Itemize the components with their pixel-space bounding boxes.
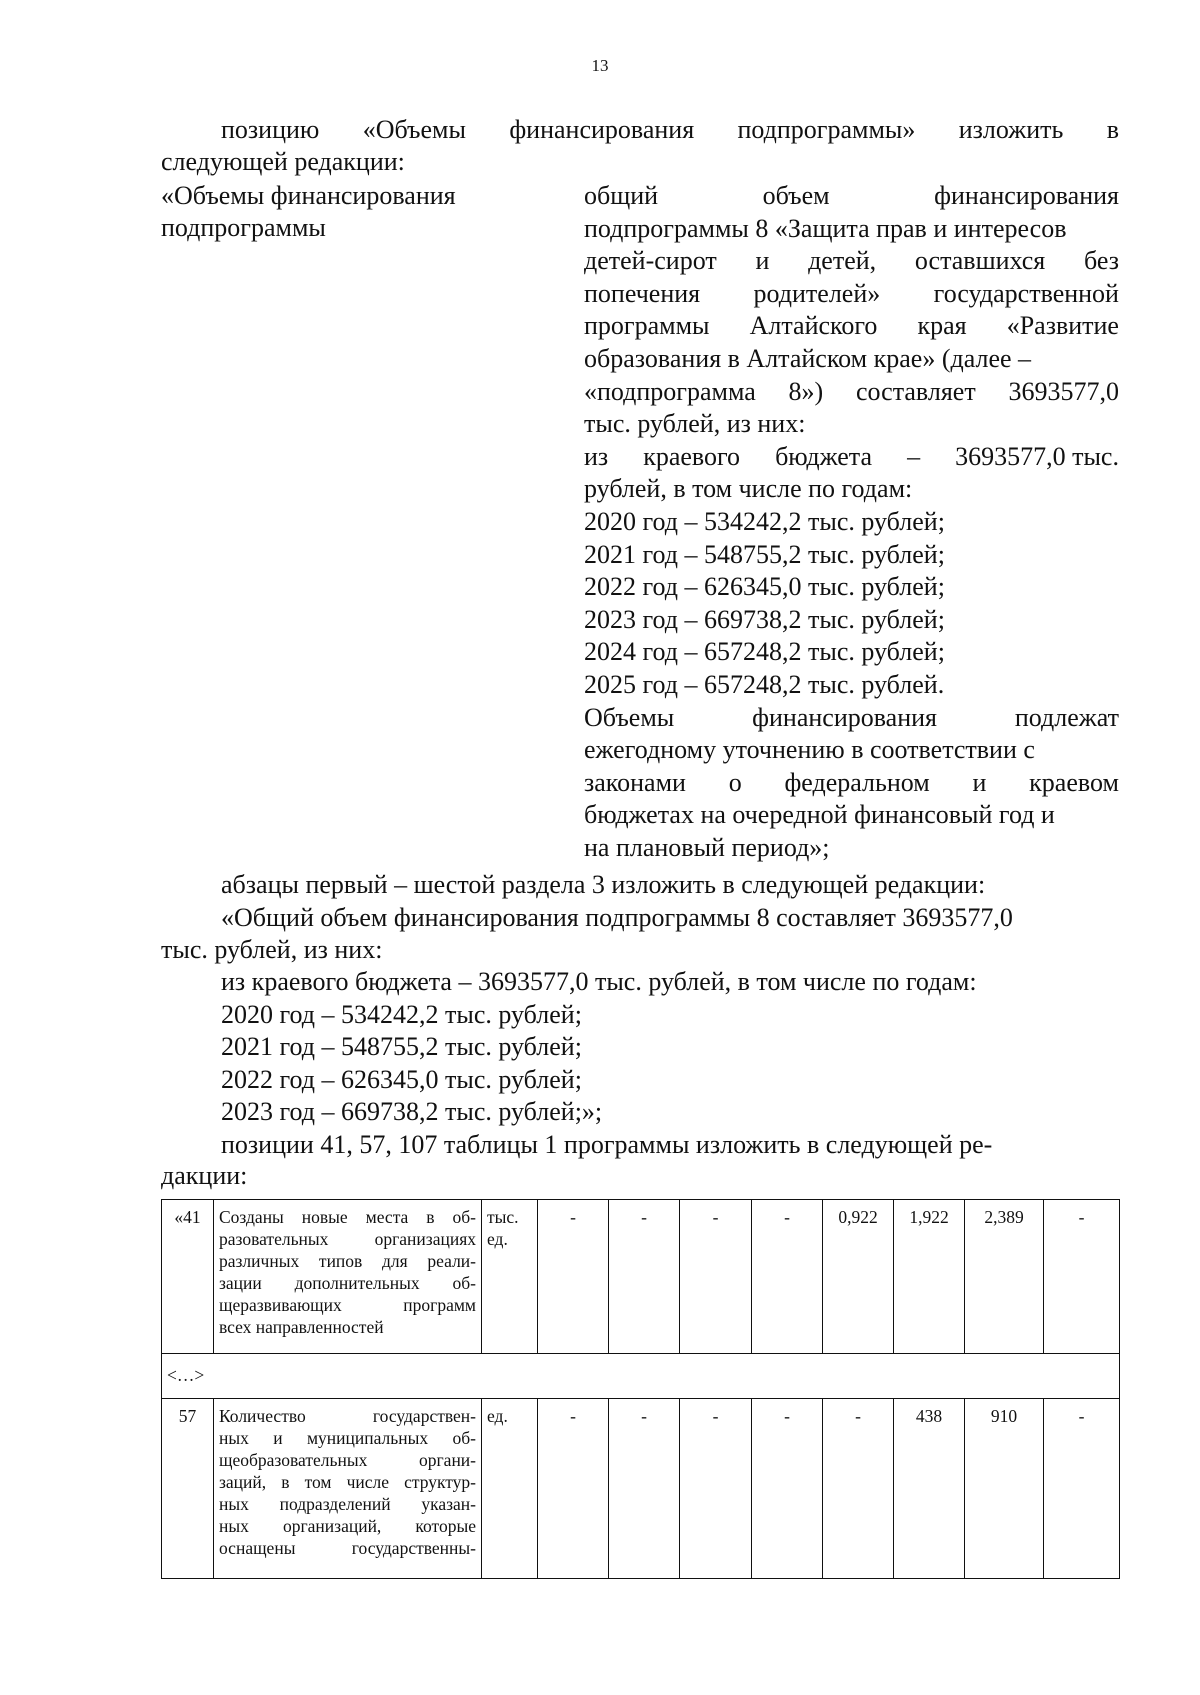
- word: «Объемы: [362, 115, 466, 144]
- section3-line-1: абзацы первый – шестой раздела 3 изложить в следующей редакции:: [221, 870, 986, 899]
- unit-cell: ед.: [482, 1399, 538, 1579]
- word: финансирования: [752, 703, 937, 732]
- word: в: [1106, 115, 1119, 144]
- description-line: [584, 376, 1119, 408]
- word: бюджета: [775, 442, 873, 471]
- row-number: 57: [162, 1399, 214, 1579]
- left-label-line-1: «Объемы финансирования: [161, 181, 456, 210]
- description-line: 2024 год – 657248,2 тыс. рублей;: [584, 637, 945, 666]
- word: без: [1083, 246, 1119, 275]
- word: общий: [584, 181, 659, 210]
- description-line: ежегодному уточнению в соответствии с: [584, 735, 1035, 764]
- word: и: [972, 768, 987, 797]
- description-line: [584, 441, 1119, 473]
- value-cell: 910: [965, 1399, 1044, 1579]
- description-line: [584, 245, 1119, 277]
- word: –: [907, 442, 921, 471]
- word: из: [584, 442, 609, 471]
- word: попечения: [584, 279, 701, 308]
- word: подпрограммы»: [737, 115, 916, 144]
- word: программы: [584, 311, 710, 340]
- value-cell: -: [680, 1200, 752, 1354]
- word: финансирования: [934, 181, 1119, 210]
- section3-line-8: 2023 год – 669738,2 тыс. рублей;»;: [221, 1097, 603, 1126]
- word: оставшихся: [914, 246, 1046, 275]
- word: финансирования: [509, 115, 695, 144]
- section3-line-2: «Общий объем финансирования подпрограммы 8 составляет 3693577,0: [221, 903, 1013, 932]
- description-line: [584, 767, 1119, 799]
- description-line: 2025 год – 657248,2 тыс. рублей.: [584, 670, 945, 699]
- word: изложить: [958, 115, 1064, 144]
- word: Объемы: [584, 703, 675, 732]
- value-cell: -: [680, 1399, 752, 1579]
- word: «подпрограмма: [584, 377, 756, 406]
- description-line: 2023 год – 669738,2 тыс. рублей;: [584, 605, 945, 634]
- value-cell: 438: [894, 1399, 965, 1579]
- value-cell: -: [538, 1399, 609, 1579]
- word: 3693577,0: [1008, 377, 1119, 406]
- word: детей,: [808, 246, 877, 275]
- section3-line-3: тыс. рублей, из них:: [161, 935, 383, 964]
- word: составляет: [855, 377, 976, 406]
- word: детей-сирот: [584, 246, 717, 275]
- word: позицию: [221, 115, 320, 144]
- word: 3693577,0 тыс.: [955, 442, 1119, 471]
- table-row: [162, 1399, 1120, 1579]
- section3-line-7: 2022 год – 626345,0 тыс. рублей;: [221, 1065, 582, 1094]
- word: краевого: [643, 442, 741, 471]
- description-line: [584, 702, 1119, 734]
- description-line: [584, 180, 1119, 212]
- word: федеральном: [784, 768, 930, 797]
- value-cell: -: [752, 1200, 823, 1354]
- description-line: на плановый период»;: [584, 833, 830, 862]
- section3-line-9: позиции 41, 57, 107 таблицы 1 программы изложить в следующей ре-: [221, 1130, 993, 1159]
- value-cell: 2,389: [965, 1200, 1044, 1354]
- indicator-description: Созданы новые места в об- разовательных организациях различных типов для реали- зации дополнительных об- щеразвивающих программ всех направленностей: [214, 1200, 482, 1354]
- row-number: «41: [162, 1200, 214, 1354]
- word: объем: [762, 181, 830, 210]
- word: государственной: [933, 279, 1119, 308]
- description-line: [584, 278, 1119, 310]
- description-line: тыс. рублей, из них:: [584, 409, 806, 438]
- value-cell: -: [752, 1399, 823, 1579]
- word: края: [917, 311, 967, 340]
- value-cell: -: [823, 1399, 894, 1579]
- word: законами: [584, 768, 686, 797]
- description-line: [584, 310, 1119, 342]
- value-cell: -: [538, 1200, 609, 1354]
- description-line: 2022 год – 626345,0 тыс. рублей;: [584, 572, 945, 601]
- section3-line-6: 2021 год – 548755,2 тыс. рублей;: [221, 1032, 582, 1061]
- section3-line-10: дакции:: [161, 1161, 248, 1190]
- word: и: [755, 246, 770, 275]
- table-row: [162, 1200, 1120, 1354]
- omission-marker: <…>: [162, 1354, 1120, 1399]
- description-line: рублей, в том числе по годам:: [584, 474, 913, 503]
- left-label-line-2: подпрограммы: [161, 213, 326, 242]
- indicators-table: [161, 1199, 1120, 1579]
- table-gap-row: [162, 1354, 1120, 1399]
- value-cell: -: [1044, 1200, 1120, 1354]
- word: о: [728, 768, 742, 797]
- description-line: подпрограммы 8 «Защита прав и интересов: [584, 214, 1067, 243]
- value-cell: 0,922: [823, 1200, 894, 1354]
- word: родителей»: [753, 279, 881, 308]
- page-number: 13: [591, 56, 609, 75]
- description-line: бюджетах на очередной финансовый год и: [584, 800, 1055, 829]
- intro-line-2: следующей редакции:: [161, 147, 405, 176]
- intro-line-1: [221, 114, 1119, 146]
- unit-cell: тыс. ед.: [482, 1200, 538, 1354]
- value-cell: -: [609, 1200, 680, 1354]
- word: краевом: [1029, 768, 1119, 797]
- value-cell: 1,922: [894, 1200, 965, 1354]
- value-cell: -: [609, 1399, 680, 1579]
- description-line: 2020 год – 534242,2 тыс. рублей;: [584, 507, 945, 536]
- section3-line-4: из краевого бюджета – 3693577,0 тыс. рублей, в том числе по годам:: [221, 967, 977, 996]
- word: «Развитие: [1006, 311, 1119, 340]
- value-cell: -: [1044, 1399, 1120, 1579]
- description-line: образования в Алтайском крае» (далее –: [584, 344, 1032, 373]
- word: подлежат: [1014, 703, 1119, 732]
- indicator-description: Количество государствен- ных и муниципальных об- щеобразовательных органи- заций, в том числе структур- ных подразделений указан- ных организаций, которые оснащены государственны-: [214, 1399, 482, 1579]
- word: Алтайского: [749, 311, 878, 340]
- section3-line-5: 2020 год – 534242,2 тыс. рублей;: [221, 1000, 582, 1029]
- word: 8»): [788, 377, 824, 406]
- description-line: 2021 год – 548755,2 тыс. рублей;: [584, 540, 945, 569]
